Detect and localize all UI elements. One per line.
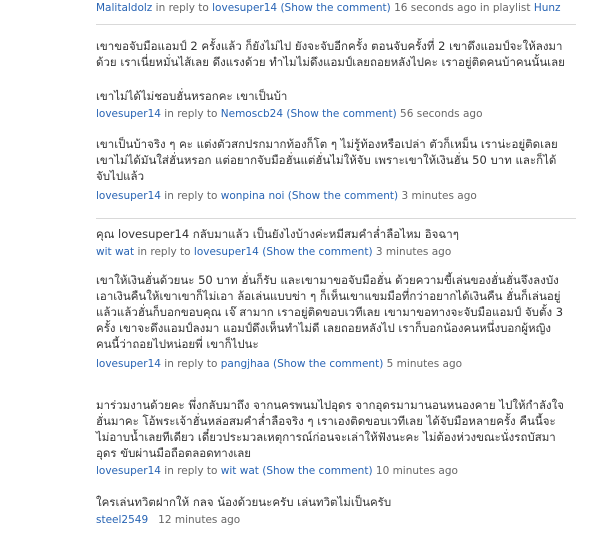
comment-meta bbox=[96, 514, 566, 526]
comment-author-link[interactable]: Malitaldolz bbox=[96, 2, 153, 14]
comment-author-link[interactable]: lovesuper14 bbox=[96, 465, 161, 477]
reply-label: in reply to bbox=[160, 465, 221, 477]
comment-time: 10 minutes ago bbox=[372, 465, 458, 477]
reply-target-link[interactable]: lovesuper14 bbox=[212, 2, 278, 14]
comment-time: 5 minutes ago bbox=[383, 358, 463, 370]
comment-meta bbox=[96, 358, 566, 370]
show-comment-link[interactable]: (Show the comment) bbox=[280, 2, 391, 14]
comment-time: 3 minutes ago bbox=[398, 190, 477, 202]
comment-item bbox=[96, 397, 566, 477]
comment-text: เขาเป็นบ้าจริง ๆ คะ แต่งตัวสกปรกมากท้องก็โต ๆ ไม่รู้ท้องหรือเปล่า ตัวก็เหม็น เราน่ะอยู่ติดเลยเขาไม่ได้มันใส่ฮั่นหรอก แต่อยากจับมือฮั่นแต่ฮั่นไม่ให้จับ เพราะเขาให้เงินฮั่น 50 บาท และก็ได้จับไปแล้ว bbox=[96, 137, 558, 183]
reply-label: in reply to bbox=[160, 358, 221, 370]
playlist-link[interactable]: Hunz bbox=[533, 2, 561, 14]
comment-author-link[interactable]: lovesuper14 bbox=[96, 358, 161, 370]
show-comment-link[interactable]: (Show the comment) bbox=[262, 246, 373, 258]
reply-target-link[interactable]: pangjhaa bbox=[220, 358, 270, 370]
comment-meta bbox=[96, 246, 566, 258]
divider bbox=[96, 218, 576, 219]
reply-label: in reply to bbox=[160, 108, 221, 120]
comment-text: เขาให้เงินฮั่นด้วยนะ 50 บาท ฮั่นก็รับ และเขามาขอจับมือฮั่น ด้วยความขี้เล่นของฮั่นฮั่นจึงลงบังเอาเงินคืนให้เขาเขาก็ไม่เอา ล้อเล่นแบบข่า ๆ ก็เห็นเขาแขมมือที่กว่าอยากได้เงินคืน ฮั่นก็เล่นอยู่แล้วแล้วฮั่นก็บอกขอบคุณ เจ๊ สามาก เราอยู่ติดขอบเวทีเลย เขามาขอทางจะจับมือแอมป์ จับตั้ง 3 ครั้ง เขาจะดึงแอมป์ลงมา แอมป์ดึงเห็นทำไม่ดี เลยถอยหลังไป เราก็บอกน้องคนหนึ่งบอกผู้หญิงคนนี้ว่าถอยไปหน่อยพี่ เขาก็ไปนะ bbox=[96, 273, 564, 351]
comment-item bbox=[96, 494, 566, 526]
comment-item bbox=[96, 136, 566, 202]
reply-label: in reply to bbox=[152, 2, 213, 14]
show-comment-link[interactable]: (Show the comment) bbox=[262, 465, 373, 477]
show-comment-link[interactable]: (Show the comment) bbox=[286, 108, 397, 120]
comment-text: คุณ lovesuper14 กลับมาแล้ว เป็นยังไงบ้างค่ะหมีสมคำล่ำลือไหม อิจฉาๆ bbox=[96, 227, 459, 241]
show-comment-link[interactable]: (Show the comment) bbox=[287, 190, 399, 202]
reply-target-link[interactable]: Nemoscb24 bbox=[220, 108, 284, 120]
comment-time: 3 minutes ago bbox=[372, 246, 452, 258]
comment-item bbox=[96, 226, 566, 258]
comment-text: ใครเล่นทวิตฝากให้ กลจ น้องด้วยนะครับ เล่นทวิตไม่เป็นครับ bbox=[96, 495, 392, 509]
comment-item bbox=[96, 38, 566, 70]
comment-author-link[interactable]: lovesuper14 bbox=[96, 108, 161, 120]
comment-author-link[interactable]: lovesuper14 bbox=[96, 190, 161, 202]
reply-label: in reply to bbox=[134, 246, 194, 258]
comment-author-link[interactable]: steel2549 bbox=[96, 514, 149, 526]
comment-meta bbox=[96, 465, 566, 477]
reply-target-link[interactable]: wit wat bbox=[220, 465, 259, 477]
comment-item bbox=[96, 88, 566, 120]
reply-label: in reply to bbox=[160, 190, 221, 202]
comment-meta bbox=[96, 2, 566, 14]
comment-text: เขาขอจับมือแอมป์ 2 ครั้งแล้ว ก็ยังไม่ไป ยังจะจับอีกครั้ง ตอนจับครั้งที่ 2 เขาดึงแอมป์จะให้ลงมาด้วย เราเนี่ยหมั่นไส้เลย ดึงแรงด้วย ทำไมไม่ดึงแอมป์เลยถอยหลังไปคะ เราอยู่ติดคนบ้าคนนั้นเลย bbox=[96, 39, 565, 69]
comment-time: 16 seconds ago in playlist bbox=[390, 2, 534, 14]
comment-text: เขาไม่ได้ไม่ชอบฮั่นหรอกคะ เขาเป็นบ้า bbox=[96, 89, 288, 103]
comment-time: 56 seconds ago bbox=[396, 108, 483, 120]
comment-text: มาร่วมงานด้วยคะ พึ่งกลับมาถึง จากนครพนมไปอุดร จากอุดรมามานอนหนองคาย ไปให้กำลังใจฮั่นมาคะ โอ้พระเจ้าฮั่นหล่อสมคำล่ำลือจริง ๆ เราเองติดขอบเวทีเลย ได้จับมือหลายครั้ง คืนนี้จะไม่อาบน้ำเลยทีเดียว เดี๋ยวประมวลเหตุการณ์ก่อนจะเล่าให้ฟังนะคะ ไม่ต้องห่วงขณะนั่งรถบัสมาอุดร ขับผ่านมือถือตลอดทางเลย bbox=[96, 398, 564, 460]
comment-item bbox=[96, 272, 566, 370]
divider bbox=[96, 24, 576, 25]
comment-time: 12 minutes ago bbox=[148, 514, 241, 526]
show-comment-link[interactable]: (Show the comment) bbox=[272, 358, 384, 370]
comment-item bbox=[96, 2, 566, 14]
comment-meta bbox=[96, 190, 566, 202]
comment-author-link[interactable]: wit wat bbox=[96, 246, 135, 258]
reply-target-link[interactable]: wonpina noi bbox=[220, 190, 285, 202]
reply-target-link[interactable]: lovesuper14 bbox=[193, 246, 259, 258]
comment-meta bbox=[96, 108, 566, 120]
